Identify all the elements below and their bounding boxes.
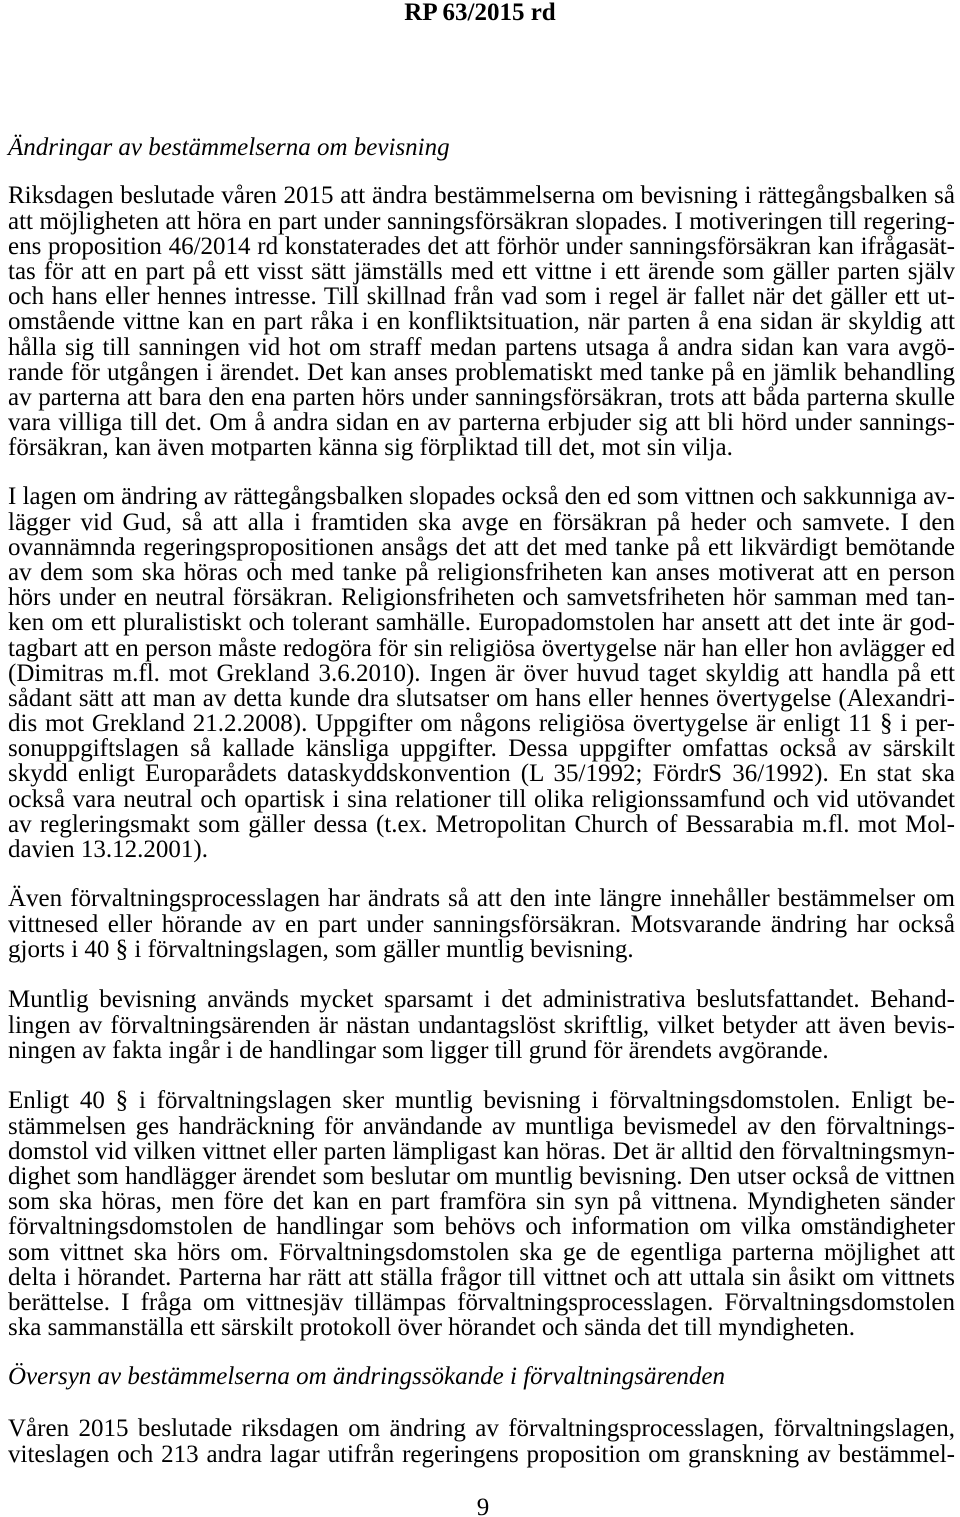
paragraph-line: dighet som handlägger ärendet som beslutar om muntlig bevisning. Den utser också de vittnen [8, 1162, 955, 1190]
paragraph-line: hålla sig till sanningen vid hot om straff medan partens utsaga å andra sidan kan vara avgö- [8, 333, 955, 361]
paragraph-line: skydd enligt Europarådets dataskyddskonvention (L 35/1992; FördrS 36/1992). En stat ska [8, 760, 955, 788]
paragraph-line: sonuppgiftslagen så kallade känsliga uppgifter. Dessa uppgifter omfattas också av särskilt [8, 735, 955, 763]
section-heading: Ändringar av bestämmelserna om bevisning [8, 134, 450, 162]
paragraph-line: rande för utgången i ärendet. Det kan anses problematiskt med tanke på en jämlik behandling [8, 358, 955, 386]
paragraph-line: ken om ett pluralistiskt och tolerant samhälle. Europadomstolen har ansett att det inte är god- [8, 609, 955, 637]
paragraph-line: lägger vid Gud, så att alla i framtiden ska avge en försäkran på heder och samvete. I den [8, 508, 955, 536]
paragraph-line: tas för att en part på ett visst sätt jämställs med ett vittne i ett ärende som gäller parten själv [8, 257, 955, 285]
section-heading: Översyn av bestämmelserna om ändringssökande i förvaltningsärenden [8, 1363, 726, 1391]
paragraph-line: davien 13.12.2001). [8, 836, 208, 864]
paragraph-line: I lagen om ändring av rättegångsbalken slopades också den ed som vittnen och sakkunniga av- [8, 483, 955, 511]
paragraph-line: viteslagen och 213 andra lagar utifrån regeringens proposition om granskning av bestämmel- [8, 1440, 955, 1468]
paragraph-line: domstol vid vilken vittnet eller parten lämpligast kan höras. Det är alltid den förvaltningsmyn- [8, 1137, 955, 1165]
paragraph-line: Även förvaltningsprocesslagen har ändrats så att den inte längre innehåller bestämmelser om [8, 885, 955, 913]
paragraph [8, 987, 955, 1063]
paragraph [8, 183, 955, 460]
paragraph [8, 484, 955, 862]
paragraph-line: delta i hörandet. Parterna har rätt att ställa frågor till vittnet och att uttala sin åsikt om vittnets [8, 1263, 955, 1291]
paragraph [8, 1416, 955, 1466]
paragraph-line: stämmelsen ges handräckning för användande av muntliga bevismedel av den förvaltnings- [8, 1112, 955, 1140]
paragraph-line: vittnesed eller hörande av en part under sanningsförsäkran. Motsvarande ändring har också [8, 910, 955, 938]
paragraph-line: dis mot Grekland 21.2.2008). Uppgifter om någons religiösa övertygelse är enligt 11 § i per- [8, 710, 955, 738]
running-header: RP 63/2015 rd [404, 0, 556, 26]
paragraph-line: gjorts i 40 § i förvaltningslagen, som gäller muntlig bevisning. [8, 935, 634, 963]
paragraph-line: tagbart att en person måste redogöra för sin religiösa övertygelse när han eller hon avlägger ed [8, 634, 955, 662]
paragraph-line: Riksdagen beslutade våren 2015 att ändra bestämmelserna om bevisning i rättegångsbalken så [8, 182, 955, 210]
paragraph-line: ovannämnda regeringspropositionen ansågs det att det med tanke på ett likvärdigt bemötande [8, 533, 955, 561]
paragraph-line: omstående vittne kan en part råka i en konfliktsituation, när parten å ena sidan är skyldig att [8, 308, 955, 336]
paragraph-line: berättelse. I fråga om vittnesjäv tillämpas förvaltningsprocesslagen. Förvaltningsdomstolen [8, 1288, 955, 1316]
paragraph-line: Muntlig bevisning används mycket sparsamt i det administrativa beslutsfattandet. Behand- [8, 986, 955, 1014]
paragraph-line: (Dimitras m.fl. mot Grekland 3.6.2010). Ingen är över huvud taget skyldig att handla på ett [8, 659, 955, 687]
paragraph-line: som vittnet ska hörs om. Förvaltningsdomstolen ska ge de egentliga parterna möjlighet att [8, 1238, 955, 1266]
paragraph [8, 886, 955, 962]
paragraph-line: av dem som ska höras och med tanke på religionsfriheten kan anses motiverat att en person [8, 558, 955, 586]
page-number: 9 [476, 1494, 490, 1517]
paragraph-line: försäkran, kan även motparten känna sig förpliktad till det, mot sin vilja. [8, 434, 733, 462]
paragraph-line: sådant sätt att man av detta kunde dra slutsatser om hans eller hennes övertygelse (Alexandri- [8, 684, 955, 712]
paragraph [8, 1088, 955, 1340]
paragraph-line: ska sammanställa ett särskilt protokoll över hörandet och sända det till myndigheten. [8, 1314, 856, 1342]
paragraph-line: som ska höras, men före det kan en part framföra sin syn på vittnena. Myndigheten sänder [8, 1188, 955, 1216]
paragraph-line: hörs under en neutral försäkran. Religionsfriheten och samvetsfriheten hör samman med tan- [8, 584, 955, 612]
paragraph-line: av parterna att bara den ena parten hörs under sanningsförsäkran, trots att båda parterna skulle [8, 383, 955, 411]
paragraph-line: ens proposition 46/2014 rd konstaterades det att förhör under sanningsförsäkran kan ifrågasät- [8, 232, 955, 260]
paragraph-line: att möjligheten att höra en part under sanningsförsäkran slopades. I motiveringen till regering- [8, 207, 955, 235]
paragraph-line: Enligt 40 § i förvaltningslagen sker muntlig bevisning i förvaltningsdomstolen. Enligt be- [8, 1087, 955, 1115]
paragraph-line: förvaltningsdomstolen de handlingar som behövs och information om vilka omständigheter [8, 1213, 955, 1241]
paragraph-line: ningen av fakta ingår i de handlingar som ligger till grund för ärendets avgörande. [8, 1036, 829, 1064]
paragraph-line: vara villiga till det. Om å andra sidan en av parterna erbjuder sig att bli hörd under sannings- [8, 409, 955, 437]
paragraph-line: lingen av förvaltningsärenden är nästan undantagslöst skriftlig, vilket betyder att även bevis- [8, 1011, 955, 1039]
paragraph-line: Våren 2015 beslutade riksdagen om ändring av förvaltningsprocesslagen, förvaltningslagen, [8, 1415, 955, 1443]
paragraph-line: också vara neutral och opartisk i sina relationer till olika religionssamfund och vid utövandet [8, 785, 955, 813]
paragraph-line: och hans eller hennes intresse. Till skillnad från vad som i regel är fallet när det gäller ett ut- [8, 283, 955, 311]
paragraph-line: av regleringsmakt som gäller dessa (t.ex. Metropolitan Church of Bessarabia m.fl. mot Mol- [8, 810, 955, 838]
